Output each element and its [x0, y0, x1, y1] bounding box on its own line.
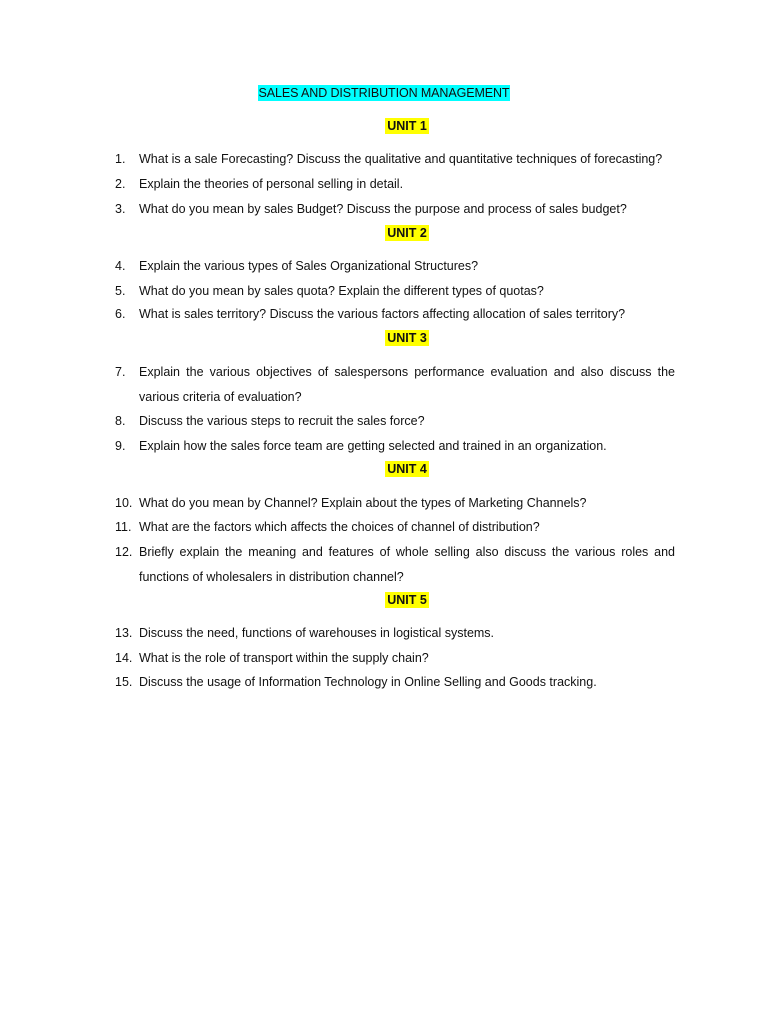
- question-item: 10. What do you mean by Channel? Explain about the types of Marketing Channels?: [115, 496, 587, 510]
- document-title: [0, 86, 768, 100]
- question-item: 15. Discuss the usage of Information Technology in Online Selling and Goods tracking.: [115, 675, 597, 689]
- question-item: 11. What are the factors which affects the choices of channel of distribution?: [115, 520, 540, 534]
- unit-heading-1: UNIT 1: [387, 119, 427, 133]
- question-item: 6. What is sales territory? Discuss the various factors affecting allocation of sales territory?: [115, 307, 626, 321]
- question-item: 13. Discuss the need, functions of warehouses in logistical systems.: [115, 626, 495, 640]
- question-item: 7. Explain the various objectives of salespersons performance evaluation and also discuss the various criteria of evaluation?: [115, 365, 675, 404]
- question-item: 8. Discuss the various steps to recruit the sales force?: [115, 414, 425, 428]
- question-item: 4. Explain the various types of Sales Organizational Structures?: [115, 259, 479, 273]
- unit-heading-4: UNIT 4: [387, 462, 427, 476]
- question-item: 3. What do you mean by sales Budget? Discuss the purpose and process of sales budget?: [115, 202, 627, 216]
- question-item: 5. What do you mean by sales quota? Explain the different types of quotas?: [115, 284, 544, 298]
- question-item: 12. Briefly explain the meaning and features of whole selling also discuss the various roles and functions of wholesalers in distribution channel?: [115, 545, 675, 584]
- question-item: 2. Explain the theories of personal selling in detail.: [115, 177, 404, 191]
- title-text: SALES AND DISTRIBUTION MANAGEMENT: [258, 86, 510, 100]
- question-item: 14. What is the role of transport within the supply chain?: [115, 651, 429, 665]
- question-item: 9. Explain how the sales force team are getting selected and trained in an organization.: [115, 439, 607, 453]
- unit-heading-5: UNIT 5: [387, 593, 427, 607]
- unit-heading-2: UNIT 2: [387, 226, 427, 240]
- question-item: 1. What is a sale Forecasting? Discuss the qualitative and quantitative techniques of forecasting?: [115, 152, 663, 166]
- unit-heading-3: UNIT 3: [387, 331, 427, 345]
